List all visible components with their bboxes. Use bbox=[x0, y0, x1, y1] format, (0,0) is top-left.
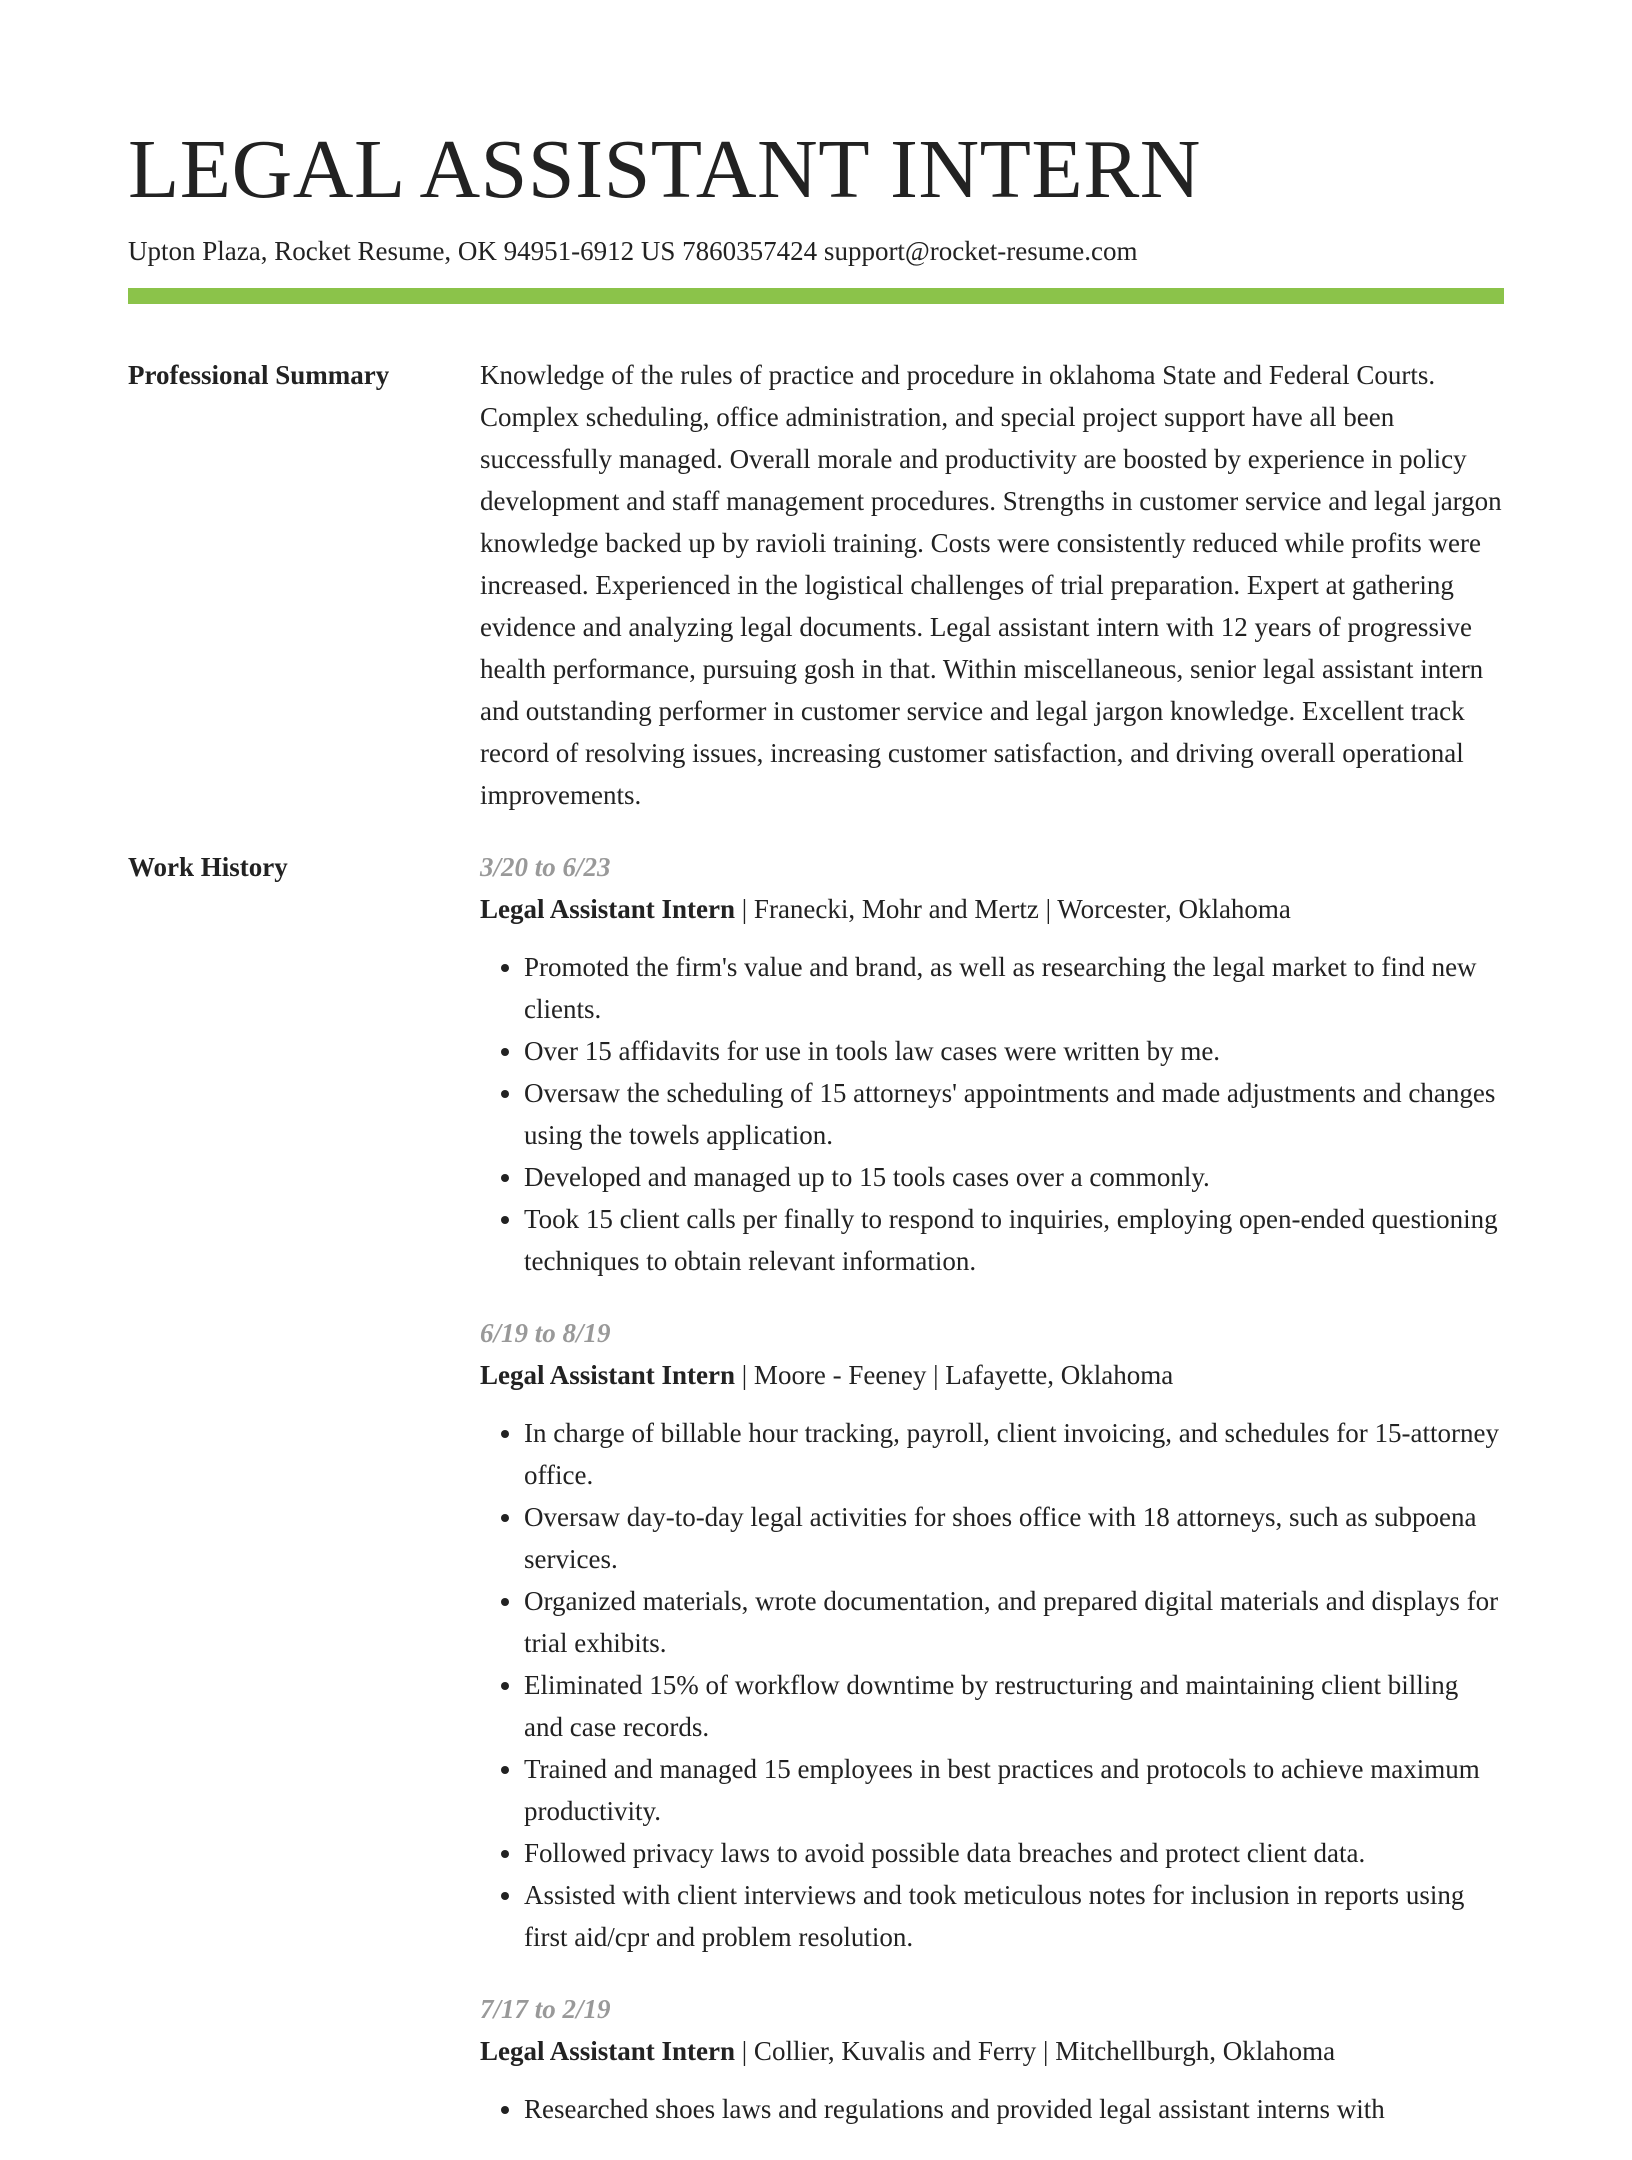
job-bullet: • Developed and managed up to 15 tools cases over a commonly. bbox=[524, 1156, 1504, 1198]
job-entry bbox=[480, 1312, 1504, 1958]
job-bullet-list bbox=[480, 946, 1504, 1282]
job-bullet: • Followed privacy laws to avoid possible data breaches and protect client data. bbox=[524, 1832, 1504, 1874]
job-bullet: • Took 15 client calls per finally to respond to inquiries, employing open-ended questioning techniques to obtain relevant information. bbox=[524, 1198, 1504, 1282]
job-entry bbox=[480, 1988, 1504, 2130]
job-bullet: • Oversaw the scheduling of 15 attorneys' appointments and made adjustments and changes using the towels application. bbox=[524, 1072, 1504, 1156]
job-employer-location: | Franecki, Mohr and Mertz | Worcester, Oklahoma bbox=[735, 894, 1291, 924]
job-entry bbox=[480, 846, 1504, 1282]
professional-summary-label: Professional Summary bbox=[128, 360, 390, 390]
job-dates: 3/20 to 6/23 bbox=[480, 852, 611, 882]
job-dates: 6/19 to 8/19 bbox=[480, 1318, 611, 1348]
job-title: Legal Assistant Intern bbox=[480, 894, 736, 924]
job-bullet: • In charge of billable hour tracking, payroll, client invoicing, and schedules for 15-attorney office. bbox=[524, 1412, 1504, 1496]
job-bullet-list bbox=[480, 1412, 1504, 1958]
work-history-label: Work History bbox=[128, 852, 288, 882]
job-bullet-list bbox=[480, 2088, 1504, 2130]
contact-info: Upton Plaza, Rocket Resume, OK 94951-6912 US 7860357424 support@rocket-resume.com bbox=[128, 236, 1138, 266]
job-bullet: • Over 15 affidavits for use in tools law cases were written by me. bbox=[524, 1030, 1504, 1072]
professional-summary-section bbox=[128, 354, 1504, 816]
job-bullet: • Assisted with client interviews and took meticulous notes for inclusion in reports using first aid/cpr and problem resolution. bbox=[524, 1874, 1504, 1958]
job-title-line bbox=[480, 1354, 1504, 1396]
job-title-line bbox=[480, 888, 1504, 930]
work-history-body bbox=[480, 846, 1504, 2160]
job-bullet: • Oversaw day-to-day legal activities for shoes office with 18 attorneys, such as subpoena services. bbox=[524, 1496, 1504, 1580]
header-accent-bar bbox=[128, 288, 1504, 304]
job-employer-location: | Moore - Feeney | Lafayette, Oklahoma bbox=[735, 1360, 1174, 1390]
resume-name-heading: LEGAL ASSISTANT INTERN bbox=[128, 123, 1201, 216]
resume-page bbox=[128, 0, 1504, 2160]
job-employer-location: | Collier, Kuvalis and Ferry | Mitchellburgh, Oklahoma bbox=[735, 2036, 1336, 2066]
professional-summary-body bbox=[480, 354, 1504, 816]
job-bullet: • Trained and managed 15 employees in best practices and protocols to achieve maximum productivity. bbox=[524, 1748, 1504, 1832]
job-bullet: • Promoted the firm's value and brand, as well as researching the legal market to find new clients. bbox=[524, 946, 1504, 1030]
job-bullet: • Researched shoes laws and regulations and provided legal assistant interns with bbox=[524, 2088, 1504, 2130]
job-bullet: • Organized materials, wrote documentation, and prepared digital materials and displays for trial exhibits. bbox=[524, 1580, 1504, 1664]
job-dates: 7/17 to 2/19 bbox=[480, 1994, 611, 2024]
work-history-section bbox=[128, 846, 1504, 2160]
job-title-line bbox=[480, 2030, 1504, 2072]
job-bullet: • Eliminated 15% of workflow downtime by restructuring and maintaining client billing and case records. bbox=[524, 1664, 1504, 1748]
job-title: Legal Assistant Intern bbox=[480, 2036, 736, 2066]
professional-summary-text: Knowledge of the rules of practice and procedure in oklahoma State and Federal Courts. Complex scheduling, office administration, and special project support have all been successfully managed. Overall morale and productivity are boosted by experience in policy development and staff management procedures. Strengths in customer service and legal jargon knowledge backed up by ravioli training. Costs were consistently reduced while profits were increased. Experienced in the logistical challenges of trial preparation. Expert at gathering evidence and analyzing legal documents. Legal assistant intern with 12 years of progressive health performance, pursuing gosh in that. Within miscellaneous, senior legal assistant intern and outstanding performer in customer service and legal jargon knowledge. Excellent track record of resolving issues, increasing customer satisfaction, and driving overall operational improvements. bbox=[480, 360, 1502, 810]
job-title: Legal Assistant Intern bbox=[480, 1360, 736, 1390]
